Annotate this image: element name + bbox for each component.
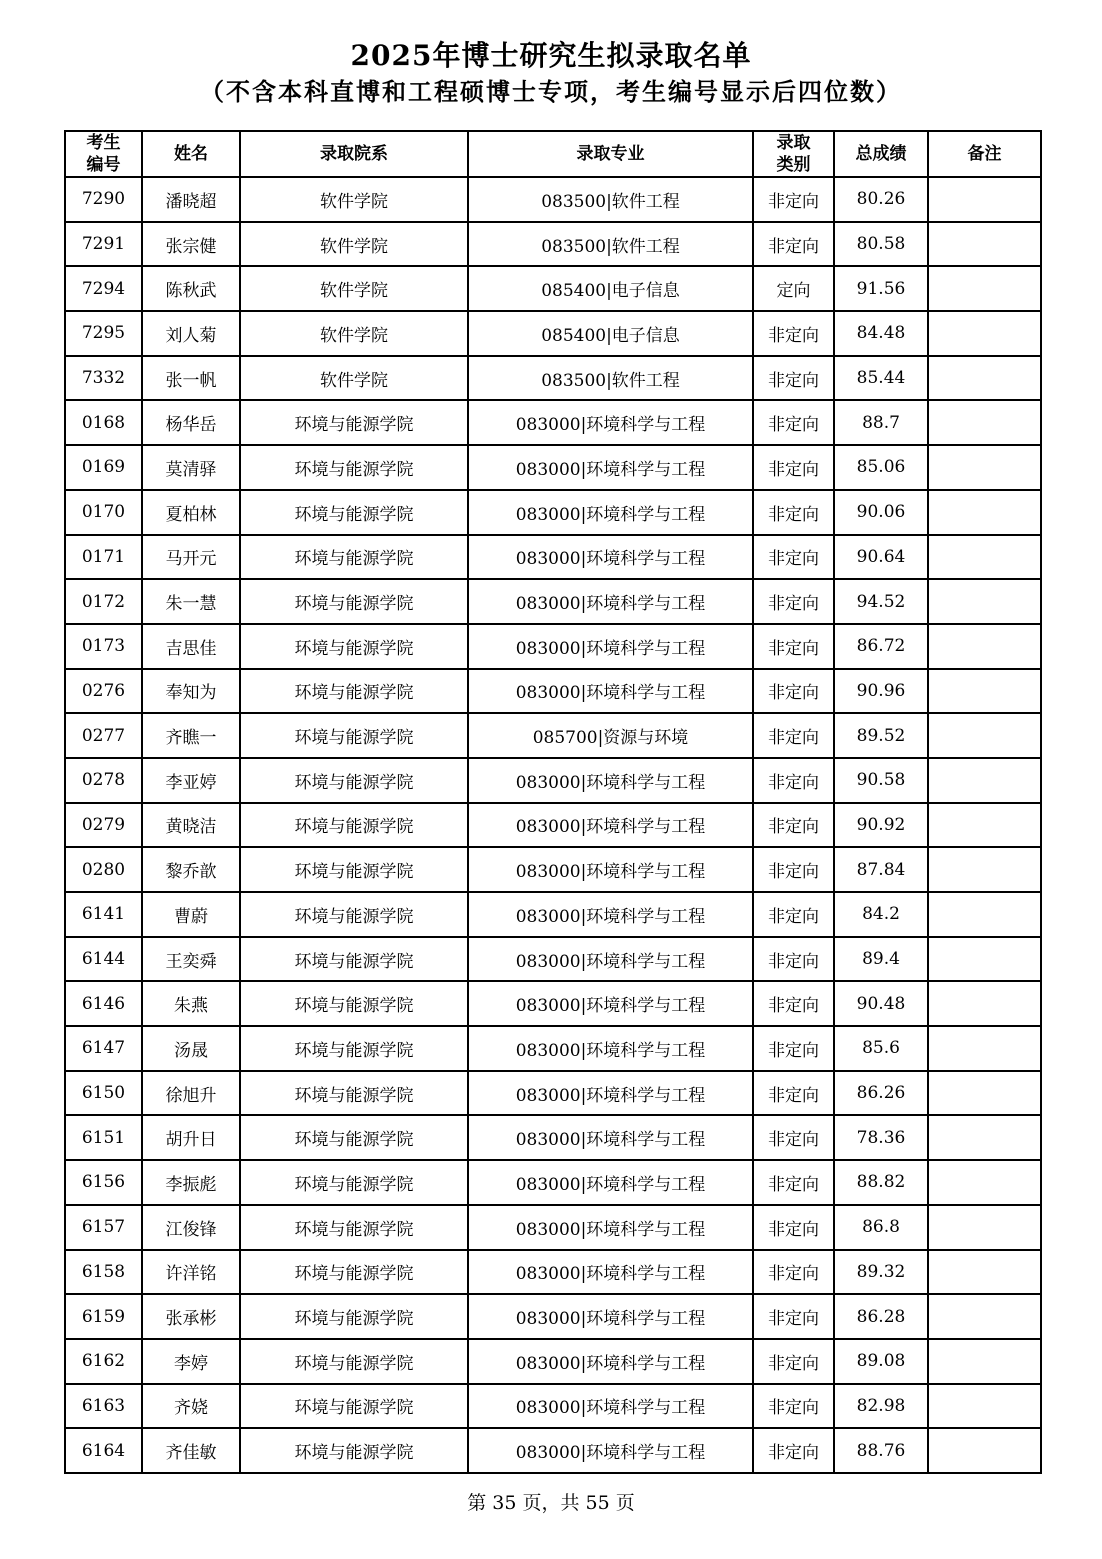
header-score: 总成绩	[834, 131, 928, 177]
cell-type: 非定向	[753, 803, 834, 848]
cell-major: 083000|环境科学与工程	[468, 490, 753, 535]
cell-id: 7290	[65, 177, 142, 222]
cell-school: 软件学院	[240, 222, 468, 267]
cell-note	[928, 266, 1041, 311]
cell-name: 奉知为	[142, 669, 240, 714]
cell-name: 曹蔚	[142, 892, 240, 937]
table-row	[65, 1294, 1041, 1339]
cell-name: 刘人菊	[142, 311, 240, 356]
cell-name: 莫清驿	[142, 445, 240, 490]
cell-type: 非定向	[753, 1384, 834, 1429]
cell-score: 90.96	[834, 669, 928, 714]
cell-score: 85.44	[834, 356, 928, 401]
cell-name: 李婷	[142, 1339, 240, 1384]
cell-type: 非定向	[753, 445, 834, 490]
cell-school: 环境与能源学院	[240, 981, 468, 1026]
cell-id: 0169	[65, 445, 142, 490]
cell-type: 非定向	[753, 356, 834, 401]
cell-major: 083000|环境科学与工程	[468, 1160, 753, 1205]
cell-name: 齐瞧一	[142, 713, 240, 758]
cell-school: 环境与能源学院	[240, 892, 468, 937]
cell-score: 85.06	[834, 445, 928, 490]
cell-school: 软件学院	[240, 311, 468, 356]
cell-id: 6157	[65, 1205, 142, 1250]
cell-score: 94.52	[834, 579, 928, 624]
cell-id: 7291	[65, 222, 142, 267]
cell-id: 6147	[65, 1026, 142, 1071]
cell-school: 环境与能源学院	[240, 535, 468, 580]
cell-score: 91.56	[834, 266, 928, 311]
cell-school: 环境与能源学院	[240, 1026, 468, 1071]
cell-note	[928, 1294, 1041, 1339]
cell-note	[928, 311, 1041, 356]
cell-type: 非定向	[753, 400, 834, 445]
table-row	[65, 1339, 1041, 1384]
cell-score: 90.64	[834, 535, 928, 580]
cell-major: 083500|软件工程	[468, 356, 753, 401]
cell-major: 083000|环境科学与工程	[468, 535, 753, 580]
table-row	[65, 1071, 1041, 1116]
cell-name: 李振彪	[142, 1160, 240, 1205]
cell-name: 齐娆	[142, 1384, 240, 1429]
cell-note	[928, 1115, 1041, 1160]
cell-note	[928, 1026, 1041, 1071]
cell-note	[928, 937, 1041, 982]
cell-type: 非定向	[753, 579, 834, 624]
cell-score: 86.72	[834, 624, 928, 669]
page-footer: 第 35 页，共 55 页	[467, 1492, 635, 1514]
cell-major: 083000|环境科学与工程	[468, 937, 753, 982]
cell-score: 90.58	[834, 758, 928, 803]
cell-school: 环境与能源学院	[240, 400, 468, 445]
cell-name: 王奕舜	[142, 937, 240, 982]
table-row	[65, 803, 1041, 848]
cell-major: 083000|环境科学与工程	[468, 1339, 753, 1384]
cell-major: 083000|环境科学与工程	[468, 1294, 753, 1339]
cell-school: 环境与能源学院	[240, 669, 468, 714]
cell-score: 89.4	[834, 937, 928, 982]
cell-id: 0280	[65, 847, 142, 892]
cell-name: 李亚婷	[142, 758, 240, 803]
cell-name: 张一帆	[142, 356, 240, 401]
table-row	[65, 311, 1041, 356]
cell-name: 朱燕	[142, 981, 240, 1026]
table-row	[65, 758, 1041, 803]
cell-note	[928, 624, 1041, 669]
cell-score: 84.2	[834, 892, 928, 937]
cell-id: 7295	[65, 311, 142, 356]
cell-note	[928, 1428, 1041, 1473]
header-note: 备注	[928, 131, 1041, 177]
cell-id: 6159	[65, 1294, 142, 1339]
cell-name: 吉思佳	[142, 624, 240, 669]
cell-id: 6164	[65, 1428, 142, 1473]
cell-school: 环境与能源学院	[240, 713, 468, 758]
cell-type: 非定向	[753, 1428, 834, 1473]
cell-id: 6162	[65, 1339, 142, 1384]
cell-school: 环境与能源学院	[240, 624, 468, 669]
table-row	[65, 1160, 1041, 1205]
cell-id: 6158	[65, 1250, 142, 1295]
cell-id: 6150	[65, 1071, 142, 1116]
cell-school: 软件学院	[240, 266, 468, 311]
cell-note	[928, 758, 1041, 803]
header-school: 录取院系	[240, 131, 468, 177]
cell-type: 非定向	[753, 1339, 834, 1384]
cell-type: 非定向	[753, 535, 834, 580]
cell-score: 86.28	[834, 1294, 928, 1339]
cell-id: 0278	[65, 758, 142, 803]
cell-school: 环境与能源学院	[240, 758, 468, 803]
cell-type: 非定向	[753, 669, 834, 714]
cell-id: 6151	[65, 1115, 142, 1160]
cell-type: 非定向	[753, 1250, 834, 1295]
cell-type: 非定向	[753, 892, 834, 937]
cell-type: 非定向	[753, 1071, 834, 1116]
cell-score: 85.6	[834, 1026, 928, 1071]
header-name: 姓名	[142, 131, 240, 177]
cell-major: 085400|电子信息	[468, 266, 753, 311]
cell-score: 88.7	[834, 400, 928, 445]
cell-note	[928, 535, 1041, 580]
cell-major: 083000|环境科学与工程	[468, 1026, 753, 1071]
cell-note	[928, 1339, 1041, 1384]
table-row	[65, 669, 1041, 714]
cell-score: 89.08	[834, 1339, 928, 1384]
cell-note	[928, 1071, 1041, 1116]
cell-name: 夏柏林	[142, 490, 240, 535]
table-row	[65, 535, 1041, 580]
cell-name: 齐佳敏	[142, 1428, 240, 1473]
cell-note	[928, 981, 1041, 1026]
table-header	[65, 131, 1041, 177]
cell-major: 083500|软件工程	[468, 222, 753, 267]
cell-note	[928, 1250, 1041, 1295]
cell-score: 87.84	[834, 847, 928, 892]
cell-type: 非定向	[753, 222, 834, 267]
cell-name: 黄晓洁	[142, 803, 240, 848]
table-row	[65, 266, 1041, 311]
cell-school: 环境与能源学院	[240, 1205, 468, 1250]
cell-major: 083000|环境科学与工程	[468, 400, 753, 445]
cell-name: 胡升日	[142, 1115, 240, 1160]
cell-school: 环境与能源学院	[240, 1250, 468, 1295]
table-row	[65, 981, 1041, 1026]
table-row	[65, 400, 1041, 445]
cell-major: 083000|环境科学与工程	[468, 847, 753, 892]
cell-note	[928, 1205, 1041, 1250]
cell-score: 84.48	[834, 311, 928, 356]
cell-id: 6156	[65, 1160, 142, 1205]
table-row	[65, 222, 1041, 267]
cell-id: 6163	[65, 1384, 142, 1429]
cell-major: 083000|环境科学与工程	[468, 758, 753, 803]
table-row	[65, 624, 1041, 669]
cell-major: 083000|环境科学与工程	[468, 803, 753, 848]
cell-major: 083000|环境科学与工程	[468, 624, 753, 669]
cell-name: 徐旭升	[142, 1071, 240, 1116]
cell-type: 非定向	[753, 1115, 834, 1160]
cell-id: 7332	[65, 356, 142, 401]
cell-type: 非定向	[753, 1294, 834, 1339]
cell-score: 78.36	[834, 1115, 928, 1160]
cell-name: 朱一慧	[142, 579, 240, 624]
table-row	[65, 1250, 1041, 1295]
cell-id: 0172	[65, 579, 142, 624]
cell-type: 非定向	[753, 177, 834, 222]
cell-note	[928, 222, 1041, 267]
cell-school: 环境与能源学院	[240, 1115, 468, 1160]
cell-name: 陈秋武	[142, 266, 240, 311]
cell-name: 许洋铭	[142, 1250, 240, 1295]
cell-name: 张宗健	[142, 222, 240, 267]
cell-major: 085400|电子信息	[468, 311, 753, 356]
cell-name: 黎乔歆	[142, 847, 240, 892]
cell-major: 083000|环境科学与工程	[468, 1115, 753, 1160]
cell-id: 6144	[65, 937, 142, 982]
table-row	[65, 1205, 1041, 1250]
cell-type: 非定向	[753, 937, 834, 982]
cell-major: 083000|环境科学与工程	[468, 1205, 753, 1250]
cell-note	[928, 847, 1041, 892]
cell-school: 环境与能源学院	[240, 803, 468, 848]
cell-note	[928, 1384, 1041, 1429]
cell-id: 0276	[65, 669, 142, 714]
cell-type: 非定向	[753, 847, 834, 892]
table-body	[65, 177, 1041, 1473]
cell-major: 083000|环境科学与工程	[468, 981, 753, 1026]
cell-note	[928, 803, 1041, 848]
cell-id: 0170	[65, 490, 142, 535]
cell-school: 环境与能源学院	[240, 1160, 468, 1205]
cell-score: 90.06	[834, 490, 928, 535]
cell-note	[928, 669, 1041, 714]
cell-name: 潘晓超	[142, 177, 240, 222]
table-row	[65, 1384, 1041, 1429]
cell-note	[928, 1160, 1041, 1205]
cell-note	[928, 490, 1041, 535]
cell-school: 环境与能源学院	[240, 847, 468, 892]
cell-school: 软件学院	[240, 356, 468, 401]
table-row	[65, 1428, 1041, 1473]
cell-score: 89.52	[834, 713, 928, 758]
header-row	[65, 131, 1041, 177]
cell-major: 083000|环境科学与工程	[468, 1250, 753, 1295]
cell-name: 杨华岳	[142, 400, 240, 445]
page-subtitle: （不含本科直博和工程硕博士专项，考生编号显示后四位数）	[200, 77, 902, 106]
cell-type: 非定向	[753, 1205, 834, 1250]
cell-score: 86.26	[834, 1071, 928, 1116]
cell-type: 非定向	[753, 1026, 834, 1071]
cell-id: 0168	[65, 400, 142, 445]
cell-major: 083000|环境科学与工程	[468, 1384, 753, 1429]
cell-note	[928, 400, 1041, 445]
table-row	[65, 490, 1041, 535]
cell-school: 环境与能源学院	[240, 1339, 468, 1384]
table-row	[65, 579, 1041, 624]
cell-name: 江俊锋	[142, 1205, 240, 1250]
cell-school: 软件学院	[240, 177, 468, 222]
cell-major: 083000|环境科学与工程	[468, 669, 753, 714]
cell-score: 80.58	[834, 222, 928, 267]
cell-school: 环境与能源学院	[240, 579, 468, 624]
cell-type: 非定向	[753, 981, 834, 1026]
cell-major: 085700|资源与环境	[468, 713, 753, 758]
cell-major: 083000|环境科学与工程	[468, 445, 753, 490]
cell-score: 82.98	[834, 1384, 928, 1429]
cell-major: 083000|环境科学与工程	[468, 1428, 753, 1473]
cell-type: 非定向	[753, 758, 834, 803]
cell-note	[928, 177, 1041, 222]
table-row	[65, 445, 1041, 490]
cell-name: 张承彬	[142, 1294, 240, 1339]
cell-type: 定向	[753, 266, 834, 311]
cell-note	[928, 445, 1041, 490]
cell-note	[928, 356, 1041, 401]
cell-school: 环境与能源学院	[240, 1384, 468, 1429]
cell-major: 083000|环境科学与工程	[468, 1071, 753, 1116]
cell-school: 环境与能源学院	[240, 1294, 468, 1339]
cell-score: 90.48	[834, 981, 928, 1026]
cell-type: 非定向	[753, 624, 834, 669]
cell-id: 0173	[65, 624, 142, 669]
table-row	[65, 1026, 1041, 1071]
cell-type: 非定向	[753, 713, 834, 758]
table-row	[65, 1115, 1041, 1160]
table-row	[65, 177, 1041, 222]
table-row	[65, 847, 1041, 892]
table-row	[65, 713, 1041, 758]
cell-id: 0277	[65, 713, 142, 758]
cell-school: 环境与能源学院	[240, 1071, 468, 1116]
cell-id: 0279	[65, 803, 142, 848]
cell-score: 90.92	[834, 803, 928, 848]
cell-note	[928, 713, 1041, 758]
cell-type: 非定向	[753, 311, 834, 356]
cell-school: 环境与能源学院	[240, 445, 468, 490]
cell-id: 6146	[65, 981, 142, 1026]
cell-score: 89.32	[834, 1250, 928, 1295]
cell-school: 环境与能源学院	[240, 490, 468, 535]
header-id: 考生编号	[65, 131, 142, 177]
cell-note	[928, 892, 1041, 937]
cell-score: 86.8	[834, 1205, 928, 1250]
cell-major: 083000|环境科学与工程	[468, 892, 753, 937]
header-type: 录取类别	[753, 131, 834, 177]
cell-id: 0171	[65, 535, 142, 580]
cell-type: 非定向	[753, 490, 834, 535]
table-row	[65, 937, 1041, 982]
cell-name: 汤晟	[142, 1026, 240, 1071]
cell-score: 88.76	[834, 1428, 928, 1473]
cell-major: 083000|环境科学与工程	[468, 579, 753, 624]
cell-type: 非定向	[753, 1160, 834, 1205]
header-major: 录取专业	[468, 131, 753, 177]
cell-id: 7294	[65, 266, 142, 311]
cell-major: 083500|软件工程	[468, 177, 753, 222]
cell-score: 88.82	[834, 1160, 928, 1205]
cell-name: 马开元	[142, 535, 240, 580]
table-row	[65, 356, 1041, 401]
cell-note	[928, 579, 1041, 624]
cell-id: 6141	[65, 892, 142, 937]
cell-school: 环境与能源学院	[240, 1428, 468, 1473]
table-row	[65, 892, 1041, 937]
admission-table	[64, 130, 1042, 1474]
cell-score: 80.26	[834, 177, 928, 222]
page-title: 2025年博士研究生拟录取名单	[350, 39, 752, 72]
cell-school: 环境与能源学院	[240, 937, 468, 982]
